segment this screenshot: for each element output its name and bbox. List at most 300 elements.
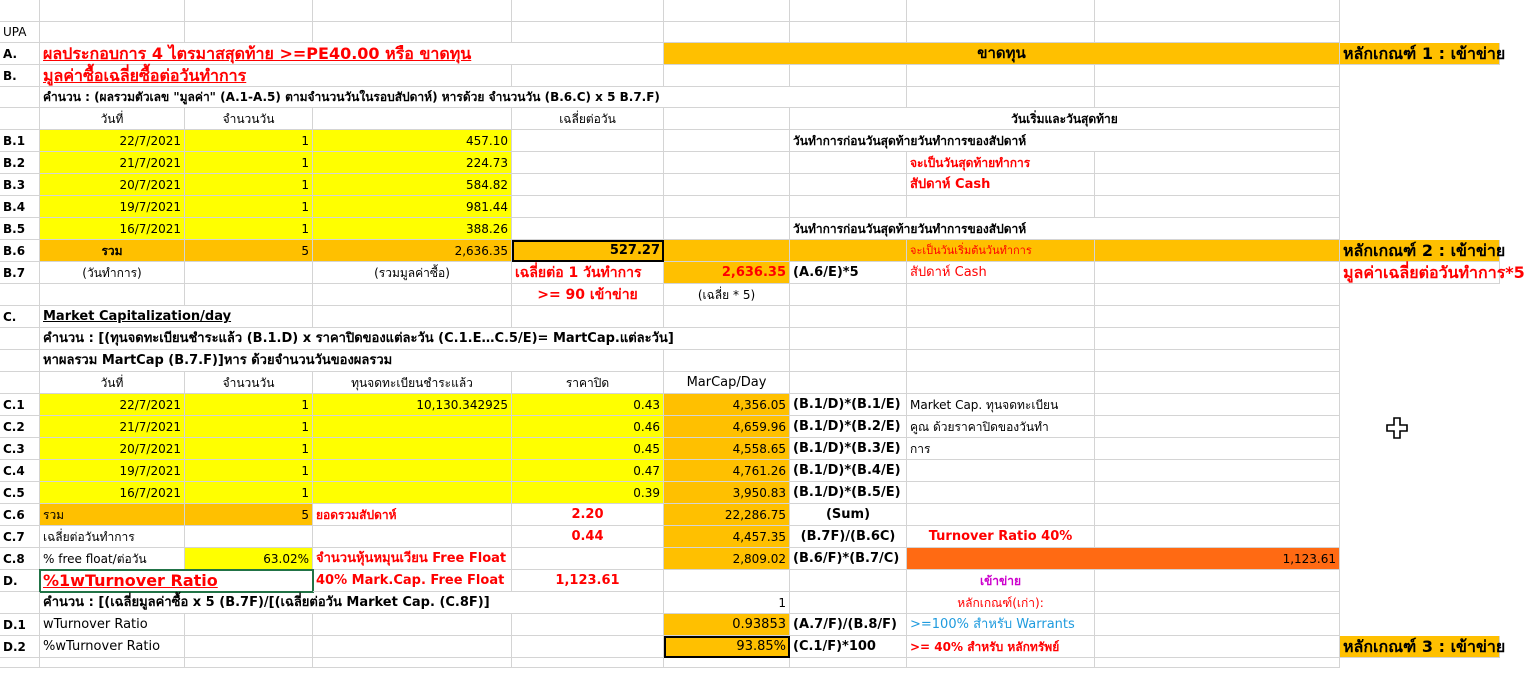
cell-r25-c5[interactable]: 2,809.02 <box>664 548 790 570</box>
empty-cell[interactable] <box>1420 372 1500 394</box>
empty-cell[interactable] <box>0 592 40 614</box>
cell-r13-c5[interactable]: (เฉลี่ย * 5) <box>664 284 790 306</box>
cell-r23-c3[interactable]: ยอดรวมสัปดาห์ <box>313 504 512 526</box>
empty-cell[interactable] <box>512 65 664 87</box>
empty-cell[interactable] <box>1420 306 1500 328</box>
cell-r27-c5[interactable]: 1 <box>664 592 790 614</box>
empty-cell[interactable] <box>1340 350 1420 372</box>
empty-cell[interactable] <box>1340 87 1420 108</box>
cell-r9-c3[interactable]: 981.44 <box>313 196 512 218</box>
empty-cell[interactable] <box>1340 130 1420 152</box>
cell-r26-c3[interactable]: 40% Mark.Cap. Free Float <box>313 570 512 592</box>
empty-cell[interactable] <box>512 636 664 658</box>
cell-r12-c1[interactable]: (วันทำการ) <box>40 262 185 284</box>
empty-cell[interactable] <box>1420 482 1500 504</box>
empty-cell[interactable] <box>1095 658 1340 668</box>
empty-cell[interactable] <box>1340 218 1420 240</box>
cell-r17-c2[interactable]: จำนวนวัน <box>185 372 313 394</box>
empty-cell[interactable] <box>1340 460 1420 482</box>
cell-r26-c4[interactable]: 1,123.61 <box>512 570 664 592</box>
cell-r21-c4[interactable]: 0.47 <box>512 460 664 482</box>
cell-r23-c1[interactable]: รวม <box>40 504 185 526</box>
cell-r2-c0[interactable]: A. <box>0 43 40 65</box>
cell-r12-c0[interactable]: B.7 <box>0 262 40 284</box>
empty-cell[interactable] <box>185 22 313 43</box>
cell-r24-c0[interactable]: C.7 <box>0 526 40 548</box>
empty-cell[interactable] <box>1095 306 1340 328</box>
empty-cell[interactable] <box>1420 526 1500 548</box>
empty-cell[interactable] <box>1095 636 1340 658</box>
cell-r20-c0[interactable]: C.3 <box>0 438 40 460</box>
cell-r19-c7[interactable]: คูณ ด้วยราคาปิดของวันทำ <box>907 416 1095 438</box>
empty-cell[interactable] <box>1420 570 1500 592</box>
empty-cell[interactable] <box>512 548 664 570</box>
empty-cell[interactable] <box>907 284 1095 306</box>
empty-cell[interactable] <box>0 284 40 306</box>
empty-cell[interactable] <box>1340 284 1420 306</box>
empty-cell[interactable] <box>790 570 907 592</box>
cell-r10-c3[interactable]: 388.26 <box>313 218 512 240</box>
cell-r2-c1[interactable]: ผลประกอบการ 4 ไตรมาสสุดท้าย >=PE40.00 หรือ ขาดทุน <box>40 43 664 65</box>
cell-r25-c7[interactable]: 1,123.61 <box>907 548 1340 570</box>
cell-r29-c1[interactable]: %wTurnover Ratio <box>40 636 185 658</box>
empty-cell[interactable] <box>790 196 907 218</box>
cell-r5-c6[interactable]: วันเริ่มและวันสุดท้าย <box>790 108 1340 130</box>
empty-cell[interactable] <box>512 174 664 196</box>
cell-r9-c2[interactable]: 1 <box>185 196 313 218</box>
cell-r19-c0[interactable]: C.2 <box>0 416 40 438</box>
empty-cell[interactable] <box>1340 306 1420 328</box>
cell-r25-c2[interactable]: 63.02% <box>185 548 313 570</box>
cell-r9-c1[interactable]: 19/7/2021 <box>40 196 185 218</box>
empty-cell[interactable] <box>185 284 313 306</box>
empty-cell[interactable] <box>1420 87 1500 108</box>
empty-cell[interactable] <box>313 658 512 668</box>
empty-cell[interactable] <box>512 658 664 668</box>
cell-r15-c1[interactable]: คำนวน : [(ทุนจดทะเบียนชำระแล้ว (B.1.D) x ราคาปิดของแต่ละวัน (C.1.E…C.5/E)= MartCap.แต่ละวัน] <box>40 328 790 350</box>
cell-r26-c1[interactable]: %1wTurnover Ratio <box>40 570 313 592</box>
cell-r6-c1[interactable]: 22/7/2021 <box>40 130 185 152</box>
cell-r20-c3[interactable] <box>313 438 512 460</box>
empty-cell[interactable] <box>907 372 1095 394</box>
cell-r22-c1[interactable]: 16/7/2021 <box>40 482 185 504</box>
cell-r21-c2[interactable]: 1 <box>185 460 313 482</box>
cell-r18-c4[interactable]: 0.43 <box>512 394 664 416</box>
empty-cell[interactable] <box>313 284 512 306</box>
empty-cell[interactable] <box>1340 152 1420 174</box>
cell-r19-c5[interactable]: 4,659.96 <box>664 416 790 438</box>
cell-r22-c6[interactable]: (B.1/D)*(B.5/E) <box>790 482 907 504</box>
empty-cell[interactable] <box>313 108 512 130</box>
empty-cell[interactable] <box>1340 548 1420 570</box>
empty-cell[interactable] <box>664 65 790 87</box>
cell-r6-c2[interactable]: 1 <box>185 130 313 152</box>
cell-r23-c0[interactable]: C.6 <box>0 504 40 526</box>
cell-r11-c1[interactable]: รวม <box>40 240 185 262</box>
cell-r23-c2[interactable]: 5 <box>185 504 313 526</box>
empty-cell[interactable] <box>1095 482 1340 504</box>
empty-cell[interactable] <box>664 174 790 196</box>
cell-r5-c2[interactable]: จำนวนวัน <box>185 108 313 130</box>
cell-r24-c7[interactable]: Turnover Ratio 40% <box>907 526 1095 548</box>
empty-cell[interactable] <box>1095 196 1340 218</box>
empty-cell[interactable] <box>313 22 512 43</box>
cell-r25-c0[interactable]: C.8 <box>0 548 40 570</box>
empty-cell[interactable] <box>1095 350 1340 372</box>
empty-cell[interactable] <box>790 658 907 668</box>
empty-cell[interactable] <box>1095 328 1340 350</box>
cell-r18-c0[interactable]: C.1 <box>0 394 40 416</box>
cell-r18-c1[interactable]: 22/7/2021 <box>40 394 185 416</box>
empty-cell[interactable] <box>0 87 40 108</box>
cell-r7-c2[interactable]: 1 <box>185 152 313 174</box>
cell-r19-c3[interactable] <box>313 416 512 438</box>
empty-cell[interactable] <box>1095 262 1340 284</box>
cell-r10-c6[interactable]: วันทำการก่อนวันสุดท้ายวันทำการของสัปดาห์ <box>790 218 1340 240</box>
cell-r25-c6[interactable]: (B.6/F)*(B.7/C) <box>790 548 907 570</box>
cell-r21-c0[interactable]: C.4 <box>0 460 40 482</box>
cell-r8-c2[interactable]: 1 <box>185 174 313 196</box>
empty-cell[interactable] <box>1420 218 1500 240</box>
cell-r20-c4[interactable]: 0.45 <box>512 438 664 460</box>
empty-cell[interactable] <box>0 372 40 394</box>
empty-cell[interactable] <box>1420 108 1500 130</box>
empty-cell[interactable] <box>185 636 313 658</box>
cell-r19-c2[interactable]: 1 <box>185 416 313 438</box>
empty-cell[interactable] <box>185 658 313 668</box>
cell-r23-c5[interactable]: 22,286.75 <box>664 504 790 526</box>
cell-r18-c3[interactable]: 10,130.342925 <box>313 394 512 416</box>
empty-cell[interactable] <box>1340 438 1420 460</box>
cell-r22-c5[interactable]: 3,950.83 <box>664 482 790 504</box>
empty-cell[interactable] <box>185 526 313 548</box>
empty-cell[interactable] <box>790 592 907 614</box>
empty-cell[interactable] <box>1095 592 1340 614</box>
empty-cell[interactable] <box>313 636 512 658</box>
cell-r9-c0[interactable]: B.4 <box>0 196 40 218</box>
empty-cell[interactable] <box>0 658 40 668</box>
empty-cell[interactable] <box>1340 22 1420 43</box>
empty-cell[interactable] <box>1095 570 1340 592</box>
cell-r16-c1[interactable]: หาผลรวม MartCap (B.7.F)]หาร ด้วยจำนวนวันของผลรวม <box>40 350 664 372</box>
cell-r23-c4[interactable]: 2.20 <box>512 504 664 526</box>
cell-r7-c1[interactable]: 21/7/2021 <box>40 152 185 174</box>
cell-r7-c0[interactable]: B.2 <box>0 152 40 174</box>
empty-cell[interactable] <box>1095 416 1340 438</box>
empty-cell[interactable] <box>0 0 40 22</box>
empty-cell[interactable] <box>185 262 313 284</box>
cell-r13-c4[interactable]: >= 90 เข้าข่าย <box>512 284 664 306</box>
cell-r26-c7[interactable]: เข้าข่าย <box>907 570 1095 592</box>
cell-r10-c2[interactable]: 1 <box>185 218 313 240</box>
cell-r4-c1[interactable]: คำนวน : (ผลรวมตัวเลข "มูลค่า" (A.1-A.5) ตามจำนวนวันในรอบสัปดาห์) หารด้วย จำนวนวัน (B.6.C) x 5 B.7.F) <box>40 87 907 108</box>
cell-r27-c1[interactable]: คำนวน : [(เฉลี่ยมูลค่าซื้อ x 5 (B.7F)/[(เฉลี่ยต่อวัน Market Cap. (C.8F)] <box>40 592 664 614</box>
empty-cell[interactable] <box>185 614 313 636</box>
empty-cell[interactable] <box>1340 482 1420 504</box>
cell-r12-c7[interactable]: สัปดาห์ Cash <box>907 262 1095 284</box>
empty-cell[interactable] <box>1420 22 1500 43</box>
cell-r8-c0[interactable]: B.3 <box>0 174 40 196</box>
cell-r24-c5[interactable]: 4,457.35 <box>664 526 790 548</box>
empty-cell[interactable] <box>790 328 907 350</box>
cell-r21-c1[interactable]: 19/7/2021 <box>40 460 185 482</box>
empty-cell[interactable] <box>1095 65 1340 87</box>
cell-r11-c4[interactable]: 527.27 <box>512 240 664 262</box>
cell-r11-c3[interactable]: 2,636.35 <box>313 240 512 262</box>
empty-cell[interactable] <box>1095 438 1340 460</box>
empty-cell[interactable] <box>1095 526 1340 548</box>
cell-r6-c3[interactable]: 457.10 <box>313 130 512 152</box>
cell-r29-c9[interactable]: หลักเกณฑ์ 3 : เข้าข่าย <box>1340 636 1500 658</box>
empty-cell[interactable] <box>1340 0 1420 22</box>
empty-cell[interactable] <box>1340 570 1420 592</box>
cell-r20-c2[interactable]: 1 <box>185 438 313 460</box>
empty-cell[interactable] <box>790 65 907 87</box>
cell-r12-c3[interactable]: (รวมมูลค่าซื้อ) <box>313 262 512 284</box>
empty-cell[interactable] <box>1420 196 1500 218</box>
cell-r28-c0[interactable]: D.1 <box>0 614 40 636</box>
empty-cell[interactable] <box>790 306 907 328</box>
empty-cell[interactable] <box>313 526 512 548</box>
cell-r6-c6[interactable]: วันทำการก่อนวันสุดท้ายวันทำการของสัปดาห์ <box>790 130 1340 152</box>
empty-cell[interactable] <box>790 284 907 306</box>
cell-r23-c6[interactable]: (Sum) <box>790 504 907 526</box>
empty-cell[interactable] <box>1095 22 1340 43</box>
empty-cell[interactable] <box>907 482 1095 504</box>
empty-cell[interactable] <box>512 152 664 174</box>
cell-r12-c9[interactable]: มูลค่าเฉลี่ยต่อวันทำการ*5 <box>1340 262 1500 284</box>
empty-cell[interactable] <box>1095 0 1340 22</box>
cell-r6-c0[interactable]: B.1 <box>0 130 40 152</box>
cell-r22-c4[interactable]: 0.39 <box>512 482 664 504</box>
cell-r24-c1[interactable]: เฉลี่ยต่อวันทำการ <box>40 526 185 548</box>
cell-r11-c7[interactable]: จะเป็นวันเริ่มต้นวันทำการ <box>907 240 1095 262</box>
empty-cell[interactable] <box>1420 174 1500 196</box>
cell-r25-c3[interactable]: จำนวนหุ้นหมุนเวียน Free Float <box>313 548 512 570</box>
cell-r29-c7[interactable]: >= 40% สำหรับ หลักทรัพย์ <box>907 636 1095 658</box>
cell-r22-c0[interactable]: C.5 <box>0 482 40 504</box>
cell-r24-c4[interactable]: 0.44 <box>512 526 664 548</box>
cell-r29-c6[interactable]: (C.1/F)*100 <box>790 636 907 658</box>
empty-cell[interactable] <box>1420 548 1500 570</box>
empty-cell[interactable] <box>40 658 185 668</box>
empty-cell[interactable] <box>1420 152 1500 174</box>
cell-r11-c6[interactable] <box>790 240 907 262</box>
empty-cell[interactable] <box>790 0 907 22</box>
cell-r11-c0[interactable]: B.6 <box>0 240 40 262</box>
empty-cell[interactable] <box>1340 174 1420 196</box>
empty-cell[interactable] <box>1095 372 1340 394</box>
cell-r11-c9[interactable]: หลักเกณฑ์ 2 : เข้าข่าย <box>1340 240 1500 262</box>
empty-cell[interactable] <box>313 0 512 22</box>
empty-cell[interactable] <box>664 658 790 668</box>
empty-cell[interactable] <box>1420 65 1500 87</box>
empty-cell[interactable] <box>185 0 313 22</box>
cell-r19-c4[interactable]: 0.46 <box>512 416 664 438</box>
cell-r28-c7[interactable]: >=100% สำหรับ Warrants <box>907 614 1095 636</box>
empty-cell[interactable] <box>1420 658 1500 668</box>
cell-r10-c0[interactable]: B.5 <box>0 218 40 240</box>
empty-cell[interactable] <box>907 460 1095 482</box>
empty-cell[interactable] <box>40 0 185 22</box>
cell-r11-c5[interactable] <box>664 240 790 262</box>
empty-cell[interactable] <box>790 372 907 394</box>
empty-cell[interactable] <box>664 130 790 152</box>
empty-cell[interactable] <box>664 0 790 22</box>
empty-cell[interactable] <box>1420 328 1500 350</box>
cell-r3-c1[interactable]: มูลค่าซื้อเฉลี่ยซื้อต่อวันทำการ <box>40 65 512 87</box>
empty-cell[interactable] <box>1095 152 1340 174</box>
cell-r1-c0[interactable]: UPA <box>0 22 40 43</box>
cell-r10-c1[interactable]: 16/7/2021 <box>40 218 185 240</box>
empty-cell[interactable] <box>790 152 907 174</box>
cell-r25-c1[interactable]: % free float/ต่อวัน <box>40 548 185 570</box>
empty-cell[interactable] <box>1420 416 1500 438</box>
cell-r17-c4[interactable]: ราคาปิด <box>512 372 664 394</box>
cell-r17-c1[interactable]: วันที่ <box>40 372 185 394</box>
empty-cell[interactable] <box>1340 196 1420 218</box>
empty-cell[interactable] <box>313 614 512 636</box>
empty-cell[interactable] <box>907 22 1095 43</box>
cell-r17-c5[interactable]: MarCap/Day <box>664 372 790 394</box>
cell-r5-c1[interactable]: วันที่ <box>40 108 185 130</box>
empty-cell[interactable] <box>664 108 790 130</box>
empty-cell[interactable] <box>1340 592 1420 614</box>
empty-cell[interactable] <box>664 152 790 174</box>
empty-cell[interactable] <box>1340 108 1420 130</box>
cell-r22-c2[interactable]: 1 <box>185 482 313 504</box>
cell-r8-c7[interactable]: สัปดาห์ Cash <box>907 174 1095 196</box>
cell-r18-c6[interactable]: (B.1/D)*(B.1/E) <box>790 394 907 416</box>
cell-r11-c8[interactable] <box>1095 240 1340 262</box>
cell-r20-c5[interactable]: 4,558.65 <box>664 438 790 460</box>
empty-cell[interactable] <box>790 350 907 372</box>
cell-r17-c3[interactable]: ทุนจดทะเบียนชำระแล้ว <box>313 372 512 394</box>
empty-cell[interactable] <box>1095 460 1340 482</box>
cell-r7-c7[interactable]: จะเป็นวันสุดท้ายทำการ <box>907 152 1095 174</box>
empty-cell[interactable] <box>1340 394 1420 416</box>
cell-r12-c4[interactable]: เฉลี่ยต่อ 1 วันทำการ <box>512 262 664 284</box>
empty-cell[interactable] <box>664 350 790 372</box>
empty-cell[interactable] <box>40 22 185 43</box>
empty-cell[interactable] <box>1095 504 1340 526</box>
cell-r3-c0[interactable]: B. <box>0 65 40 87</box>
cell-r14-c0[interactable]: C. <box>0 306 40 328</box>
cell-r14-c1[interactable]: Market Capitalization/day <box>40 306 313 328</box>
empty-cell[interactable] <box>512 0 664 22</box>
empty-cell[interactable] <box>907 328 1095 350</box>
empty-cell[interactable] <box>907 0 1095 22</box>
cell-r29-c5[interactable]: 93.85% <box>664 636 790 658</box>
cell-r24-c6[interactable]: (B.7F)/(B.6C) <box>790 526 907 548</box>
cell-r21-c6[interactable]: (B.1/D)*(B.4/E) <box>790 460 907 482</box>
cell-r20-c1[interactable]: 20/7/2021 <box>40 438 185 460</box>
empty-cell[interactable] <box>1340 658 1420 668</box>
cell-r7-c3[interactable]: 224.73 <box>313 152 512 174</box>
empty-cell[interactable] <box>1420 394 1500 416</box>
empty-cell[interactable] <box>1420 0 1500 22</box>
empty-cell[interactable] <box>512 22 664 43</box>
cell-r19-c1[interactable]: 21/7/2021 <box>40 416 185 438</box>
cell-r18-c2[interactable]: 1 <box>185 394 313 416</box>
empty-cell[interactable] <box>512 306 664 328</box>
empty-cell[interactable] <box>1420 504 1500 526</box>
cell-r18-c7[interactable]: Market Cap. ทุนจดทะเบียน <box>907 394 1095 416</box>
cell-r19-c6[interactable]: (B.1/D)*(B.2/E) <box>790 416 907 438</box>
empty-cell[interactable] <box>907 306 1095 328</box>
empty-cell[interactable] <box>1420 592 1500 614</box>
empty-cell[interactable] <box>907 504 1095 526</box>
empty-cell[interactable] <box>1340 614 1420 636</box>
empty-cell[interactable] <box>1340 416 1420 438</box>
cell-r20-c6[interactable]: (B.1/D)*(B.3/E) <box>790 438 907 460</box>
empty-cell[interactable] <box>790 174 907 196</box>
empty-cell[interactable] <box>512 614 664 636</box>
cell-r28-c6[interactable]: (A.7/F)/(B.8/F) <box>790 614 907 636</box>
empty-cell[interactable] <box>664 196 790 218</box>
cell-r21-c3[interactable] <box>313 460 512 482</box>
empty-cell[interactable] <box>1420 438 1500 460</box>
empty-cell[interactable] <box>512 130 664 152</box>
cell-r29-c0[interactable]: D.2 <box>0 636 40 658</box>
cell-r22-c3[interactable] <box>313 482 512 504</box>
empty-cell[interactable] <box>1340 372 1420 394</box>
cell-r28-c5[interactable]: 0.93853 <box>664 614 790 636</box>
empty-cell[interactable] <box>1420 614 1500 636</box>
cell-r8-c3[interactable]: 584.82 <box>313 174 512 196</box>
cell-r21-c5[interactable]: 4,761.26 <box>664 460 790 482</box>
cell-r28-c1[interactable]: wTurnover Ratio <box>40 614 185 636</box>
empty-cell[interactable] <box>907 350 1095 372</box>
empty-cell[interactable] <box>1095 87 1340 108</box>
empty-cell[interactable] <box>0 108 40 130</box>
cell-r20-c7[interactable]: การ <box>907 438 1095 460</box>
cell-r12-c5[interactable]: 2,636.35 <box>664 262 790 284</box>
cell-r27-c7[interactable]: หลักเกณฑ์(เก่า): <box>907 592 1095 614</box>
cell-r8-c1[interactable]: 20/7/2021 <box>40 174 185 196</box>
empty-cell[interactable] <box>907 87 1095 108</box>
empty-cell[interactable] <box>1340 65 1420 87</box>
empty-cell[interactable] <box>1095 394 1340 416</box>
cell-r2-c5[interactable]: ขาดทุน <box>664 43 1340 65</box>
empty-cell[interactable] <box>664 22 790 43</box>
empty-cell[interactable] <box>1420 460 1500 482</box>
empty-cell[interactable] <box>1340 328 1420 350</box>
empty-cell[interactable] <box>512 218 664 240</box>
empty-cell[interactable] <box>664 306 790 328</box>
empty-cell[interactable] <box>907 196 1095 218</box>
empty-cell[interactable] <box>512 196 664 218</box>
empty-cell[interactable] <box>313 306 512 328</box>
empty-cell[interactable] <box>1095 174 1340 196</box>
cell-r2-c9[interactable]: หลักเกณฑ์ 1 : เข้าข่าย <box>1340 43 1500 65</box>
empty-cell[interactable] <box>1095 284 1340 306</box>
empty-cell[interactable] <box>664 218 790 240</box>
empty-cell[interactable] <box>40 284 185 306</box>
empty-cell[interactable] <box>907 65 1095 87</box>
cell-r11-c2[interactable]: 5 <box>185 240 313 262</box>
cell-r12-c6[interactable]: (A.6/E)*5 <box>790 262 907 284</box>
empty-cell[interactable] <box>0 328 40 350</box>
empty-cell[interactable] <box>1340 526 1420 548</box>
cell-r26-c0[interactable]: D. <box>0 570 40 592</box>
empty-cell[interactable] <box>664 570 790 592</box>
empty-cell[interactable] <box>1420 350 1500 372</box>
empty-cell[interactable] <box>1420 284 1500 306</box>
empty-cell[interactable] <box>1420 130 1500 152</box>
empty-cell[interactable] <box>0 350 40 372</box>
empty-cell[interactable] <box>907 658 1095 668</box>
